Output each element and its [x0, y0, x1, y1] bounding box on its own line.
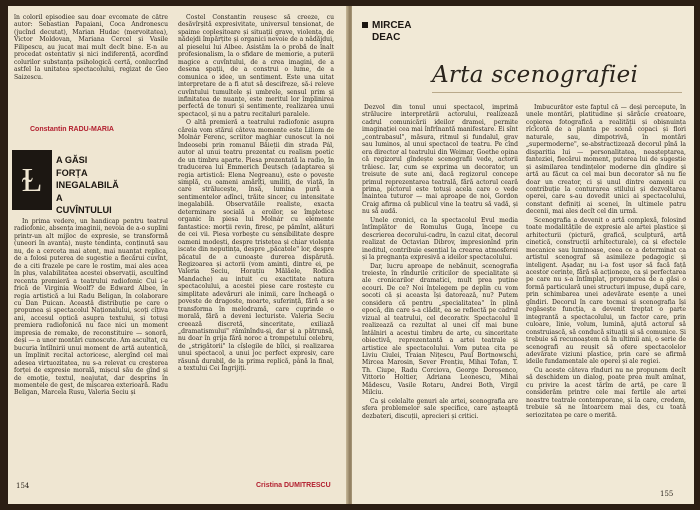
- author-first-name-line: [362, 20, 411, 32]
- signature-dumitrescu: Cristina DUMITRESCU: [256, 482, 331, 489]
- paragraph: Ca și celelalte genuri ale artei, scenografia are sfera problemelor sale specifice, care așteaptă dezbateri, discuții, aprecieri și critici.: [362, 397, 518, 420]
- paragraph: [362, 104, 518, 216]
- left-col1-intro: [14, 14, 168, 108]
- paragraph: Îmbucurător este faptul că — deși percepute, în unele montări, platitudine și sărăcie creatoare, copierea fotografică a realității și obișnuința rîcîcotă de a planta pe scenă copaci și flori naturale, sau, dimpotrivă, în montări „supermoderne", se-abstractizează decorul pînă la disparitia lui — personalitatea, neașteptarea, fanteziei, fiecărui moment, puterea lui de sugestie și asimilarea tendințelor moderne din gîndire și artă au făcut ca cel mai bun decorator să nu fie doar un creator, ci și unul dintre oamenii cu contribuție la conturarea stilului și dezvoltarea operei, care s-au dovedit unici ai spectacolului, constant definiți ai scenei, în ultimele patru decenii, mai ales decît cel din urmă.: [526, 104, 686, 216]
- page-number-right: 155: [660, 490, 674, 498]
- right-col2-body: [526, 104, 686, 488]
- square-bullet-icon: [362, 22, 368, 28]
- right-col1-body: [362, 104, 518, 482]
- article-title: A GĂSI FORȚA INEGALABILĂ A CUVÎNTULUI: [56, 155, 119, 215]
- paragraph: Costel Constantin reușesc să creeze, cu desăvîrșită expresivitate, universul tensionat, de spaime copleșitoare și situații grave, violența, de nădejdi împărțite și organici nevoie de a nădăjdui, al pieselui lui Albee. Asistăm la o probă de înalt profesionalism, la o sfidare de memorie, a puterii magice a cuvîntului, de a crea imagini, de a desena spații, de a construi o lume, de a comunica o idee, un sentiment. Este una uitat interpretare de a fi atut să descifreze, să-i releve cuvîntului tumultele și umbrele, sensul prim și infinitatea de nuanțe, este meritul lor împlinirea perfectă de tonuri și sentimente, realizarea unui spectacol, și nu a patru recitaluri paralele.: [178, 14, 334, 118]
- left-col2-body: [178, 14, 334, 488]
- title-divider: [432, 92, 682, 93]
- intro-paragraph: în coloril episodiee sau doar evcomate de către autor: Sebastian Papaiani, Coca Andronescu (jucînd decutat), Marian Hudac (mervoitatea), Victor Moldovan, Mariana Cercel și Vasile Filipescu, au jucat mai mult decît bine. E-n au procedat ostentativ și nici indiferență, acordînd colurilor substanța psihologică certă, conlucrînd astfel la unitatea spectacolului, regizat de Geo Saizescu.: [14, 14, 168, 81]
- paragraph: Cu aceste câteva rînduri nu ne propunem decît să deschidem un dialog, poate prea mult amînat, cu privire la acest tărîm de artă, pe care îl considerăm printre cele mai fertile ale artei noastre teatrale contemporane, și la care, credem, trebuie să ne întoarcem mai des, cu toată seriozitatea pe care o merită.: [526, 366, 686, 419]
- article-title-right: Arta scenografiei: [432, 62, 639, 88]
- paragraph: O altă premieră a teatrului radiofonic asupra căreia vom stărui câteva momente este Liliom de Molnár Ferenc, scriitor maghiar cunoscut la noi îndeosebi prin romanul Băieții din strada Pál, autor al unui teatru prezentat cu realism poetic de un timbru aparte. Piesa prezentată la radio, în traducerea lui Emmerich Deutsch (adaptarea și regia artistică: Elena Negreanu), este o poveste simplă, cu oameni amărîți, umiliți, de viață, în care strălucește, însă, lumina pură a sentimentelor adînci, trăite sincer, cu intensitate inegalabilă. Observatăile realiste, exacta determinare socială a eroilor, se împletesc organic în piesa lui Molnár cu elemente fantastice: morții revin, firesc, pe pămînt, alături de cei vii. Piesa vorbește cu sensibilitate despre oameni modești, despre tristețea și chiar violența iscate din neputința, despre „păcatele" lor, despre păcatul de a cunoaște durerea dispărută. Regizoarea și actorii (vom aminti, dintre ei, pe Valeria Seciu, Horațiu Mălăele, Rodica Mandache) au intuit cu exactitate natura spectacolului, a acestei piese care rostește cu simplitate adevăruri ale inimii, care încheagă o poveste de dragoste, moarte, suferință, fără a se transforma în melodramă, care cuprinde o morală, fără a deveni lecturiste. Valeria Seciu creează discretă, sinceritate, exiliază „dramatismului" rămînîndu-și, dar și a pătrunsă, nu doar în grija fără noroc a trompetului celebru, de „strigătorii" la cîșlegile de bîlci, și realizarea unui spectacol, a unui joc perfect expresiv, care răsună durabil, de la prima replică, până la final, a textului Cei Îngrijiți.: [178, 119, 334, 373]
- signature-radu-maria: Constantin RADU-MARIA: [30, 126, 114, 133]
- paragraph: Dar, lucru aproape de nebănuit, scenografia treieste, în rîndurile criticilor de specialitate și ale cronicarilor dramatici, mult prea puține ecouri. De ce? Noi înțelegem pe deplin cu vom socoti că și aceasta își datorează, nu? Putem considera că pentru „specialitatea" în plină epocă, din care s-a clădit, ea se reflectă pe cadrul vizual al teatrului, cel decorativ. Spectacolul îl realizează ca rezultat al unei cît mai bune întâlniri a acestui timbru de arte, cu sinceritate obiectivă, reprezentantă a artei teatrale și artistice ale spectacolului. Vom putea cita pe Liviu Ciulei, Traian Nițescu, Paul Bortnowschi, Mircea Marosin, Sever Frențiu, Mihai Tofan, T. Th. Ciupe, Radu Corciova, George Doroșenco, Vittorio Holtier, Adriana Leonescu, Mihai Mădescu, Vasile Rotaru, Andrei Both, Virgil Milciu.: [362, 262, 518, 397]
- author-last-name: DEAC: [372, 32, 401, 43]
- paragraph: Unele cronici, ca la spectacolul Evul media întîmplător de Romulus Guga, începe cu descrierea decorului-cadru, în cazul citat, decorul realizat de Octavian Dibrov, impresionînd prin ineditul, contribuie esențial la crearea atmosferei și la pregnanța expresivă a ideilor spectacolului.: [362, 216, 518, 262]
- title-ornament-box: [12, 150, 52, 210]
- author-first-name: MIRCEA: [372, 20, 412, 31]
- title-ornament-icon: Ɫ: [21, 160, 43, 200]
- left-col1-body: [14, 218, 168, 488]
- author-heading: [362, 20, 411, 44]
- paragraph: Scenografia a devenit o artă complexă, folosind toate modalitățile de expresie ale artei plastice și arhitecturii (pictură, grafică, sculptură, artă cinetică, construcții arhitecturale), ca și efectele mecanice sau luminoase, ceea ce a determinat ca artistul scenograf să asimileze pedagogic și inteligent. Așadar, nu i-a fost ușor să facă față acestor cerințe, fără să acționeze, ca și perfectarea pe care nu s-a întîmplat, propunerea de a găsi o formă particulară unei structuri impuse, după care, prin schimbarea unei adevărate esențe a unei gîndiri. Decorul în care tocmai și scenografia își regăsește funcția, a devenit treptat o parte integrantă a spectacolului, un factor care, prin culoare, linie, volum, lumină, ajută actorul să construiască, să conducă situații și să comunice. Și trebuie să recunoaștem că în ultimii ani, o serie de scenografi au reușit să ofere spectacolelor adevărate viziuni plastice, prin care se afirmă ideile fundamentale ale operei și ale regiei.: [526, 216, 686, 366]
- paragraph-text: Dezvol din tonul unui spectacol, imprimă strălucire interpretării actorului, realizează cadrul comunicării ideilor dramei, permite imaginației cea mai înfrînantă manifestare. Ei sînt „contrabasul", măsura, ritmul și fundalul, grav sau luminos, al unui spectacol de teatru. Pe cînd era director al teatrului din Weimar, Goethe opina că regizorul gîndește scenografii vede, actorii trăiesc. Iar, cum se exprima un decorator, un treisute de sute ani, dacă regizorul concepe primul reprezentarea teatrală, fără actorul ceară prima, pictorul este totuși acela care o vede înaintea tuturor — mai aproape de noi, Gordon Craig afirma că publicul vine la teatru să vadă, și nu să audă.: [362, 104, 518, 216]
- article-title-block: [12, 150, 119, 215]
- page-number-left: 154: [16, 482, 30, 490]
- paragraph: În prima vedere, un handicap pentru teatrul radiofonic, absența imaginii, nevoia de a-o suplini printr-un alt mijloc de expresie, se transformă (uneori în avanta), nuște tendința, conținută sau nu, de a cerceta mai atent, mai nuanțat replica, de a folosi puterea de sugestie a fiecărui cuvînt, de a citi frazele pe care le rostim, mai ales acea în plus, valabilitatea acestei observații, ascultînd recenta premieră a teatrului radiofonic Cui i-e frică de Virginia Woolf? de Edward Albee, în regia artistică a lui Radu Beligan, în colaborare cu Dan Puican. Această distribuție pe care o propunea și spectacolul Naționalului, scoți cîțiva ani, accesul optică asupra textului, și totuși premiera radiofonică nu face nici un moment impresia de remake, de reconstituire — sonoră, deși — a unor montări cunoscute. Am ascultat, cu bucuria întîlnirii unui moment de artă autentică, un împlinit recital actoricesc, alergînd cel mai adesea virtuozitatea, nu s-a relevat cu creșterea forței de expresie morală, mișcul său de gînd și de emoție, textul, neajutat, dar desprins în momentele de gest, de mișcarea exterioară. Radu Beligan, Marcela Rusu, Valeria Seciu și: [14, 218, 168, 397]
